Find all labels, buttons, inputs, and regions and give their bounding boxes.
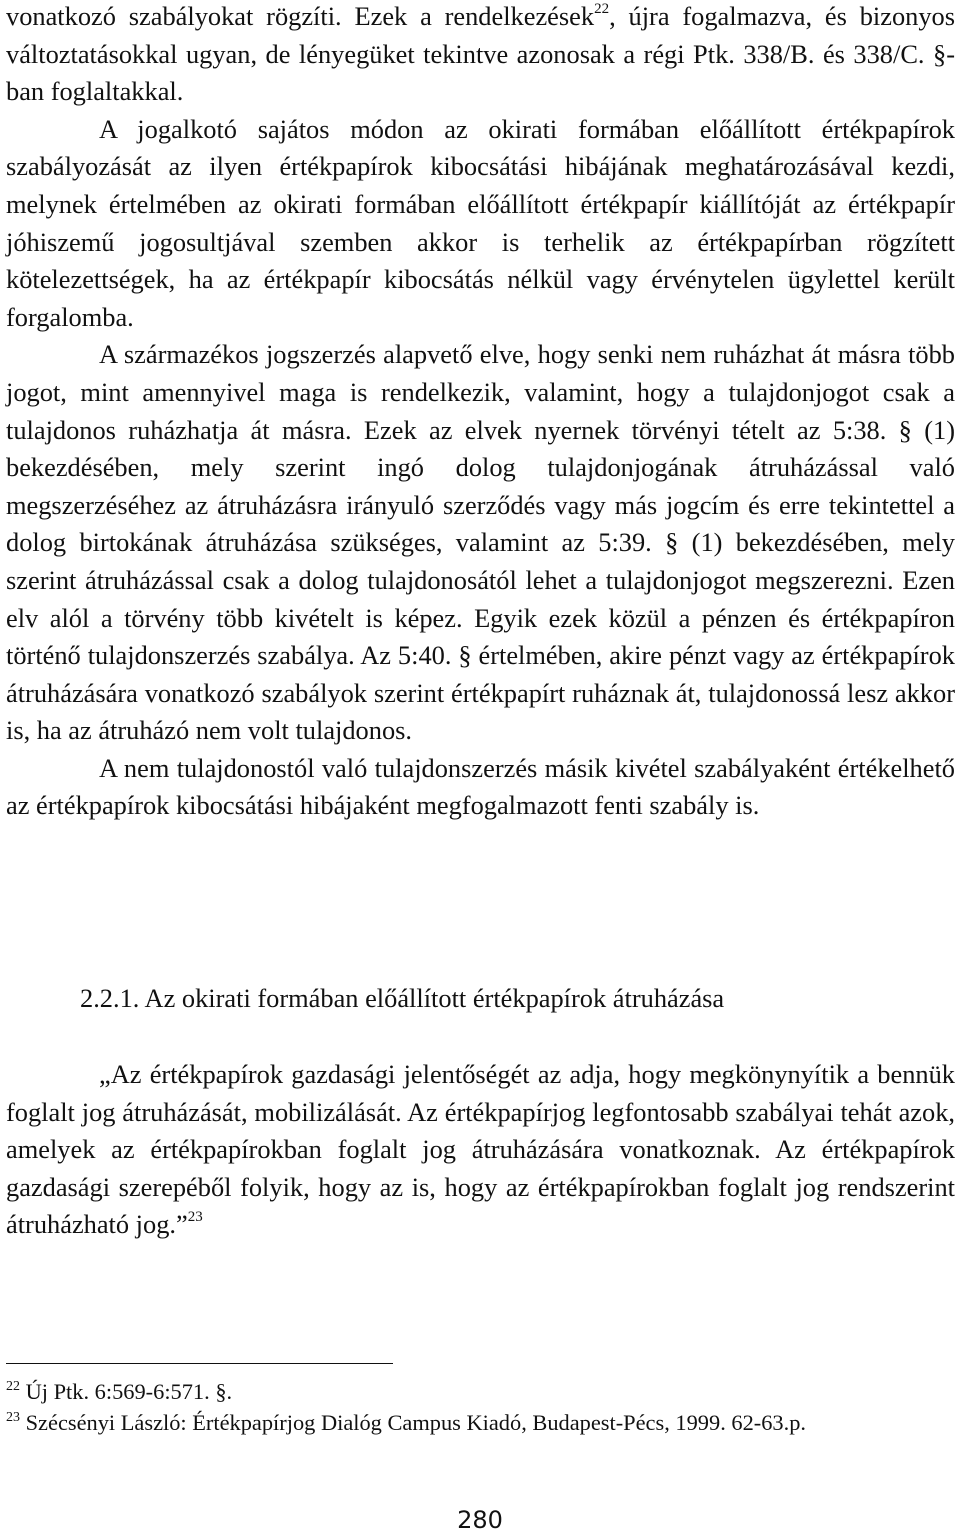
- footnote-ref-22: 22: [594, 1, 610, 17]
- paragraph-1-text-end: , újra fogalmazva, és bizonyos változtatásokkal ugyan, de lényegüket tekintve azonosak a régi Ptk. 338/B. és 338/C. §-ban foglaltakkal.: [6, 1, 956, 107]
- paragraph-derivative-acquisition: A származékos jogszerzés alapvető elve, hogy senki nem ruházhat át másra több jogot, mint amennyivel maga is rendelkezik, valamint, hogy a tulajdonjogot csak a tulajdonos ruházhatja át másra. Ezek az elvek nyernek törvényi tételt az 5:38. § (1) bekezdésében, mely szerint ingó dolog tulajdonjogának átruházással való megszerzéséhez az átruházásra irányuló szerződés vagy más jogcím és erre tekintettel a dolog birtokának átruházása szükséges, valamint az 5:39. § (1) bekezdésében, mely szerint átruházással csak a dolog tulajdonosától lehet a tulajdonjogot megszerezni. Ezen elv alól a törvény több kivételt is képez. Egyik ezek közül a pénzen és értékpapíron történő tulajdonszerzés szabálya. Az 5:40. § értelmében, akire pénzt vagy az értékpapírok átruházására vonatkozó szabályok szerint értékpapírt ruháznak át, tulajdonossá lesz akkor is, ha az átruházó nem volt tulajdonos.: [6, 339, 955, 746]
- footnote-number: 23: [6, 1409, 20, 1425]
- footnote-number: 22: [6, 1379, 20, 1394]
- footnote-22: [6, 1377, 955, 1408]
- quote-paragraph: [6, 1056, 955, 1244]
- section-heading: 2.2.1. Az okirati formában előállított értékpapírok átruházása: [80, 983, 725, 1013]
- footnote-23: [6, 1408, 955, 1439]
- footnote-ref-23: 23: [187, 1209, 203, 1226]
- quote-block: [6, 1056, 955, 1244]
- quote-text: „Az értékpapírok gazdasági jelentőségét az adja, hogy megkönynyítik a bennük foglalt jog átruházását, mobilizálását. Az értékpapírjog legfontosabb szabályai tehát azok, amelyek az értékpapírokban foglalt jog átruházására vonatkoznak. Az értékpapírok gazdasági szerepéből folyik, hogy az is, hogy az értékpapírokban foglalt jog rendszerint átruházható jog.”: [6, 1059, 955, 1240]
- paragraph-issuance-defect: A jogalkotó sajátos módon az okirati formában előállított értékpapírok szabályozását az ilyen értékpapírok kibocsátási hibájának meghatározásával kezdi, melynek értelmében az okirati formában előállított értékpapír kiállítóját az értékpapír jóhiszemű jogosultjával szemben akkor is terhelik az értékpapírban rögzített kötelezettségek, ha az értékpapír kibocsátás nélkül vagy érvénytelen ügylettel került forgalomba.: [6, 113, 955, 332]
- footnotes: [6, 1377, 955, 1438]
- main-text: [6, 0, 955, 825]
- footnote-text: Szécsényi László: Értékpapírjog Dialóg Campus Kiadó, Budapest-Pécs, 1999. 62-63.p.: [25, 1409, 807, 1435]
- paragraph-non-owner-acquisition: A nem tulajdonostól való tulajdonszerzés másik kivétel szabályaként értékelhető az értékpapírok kibocsátási hibájaként megfogalmazott fenti szabály is.: [6, 752, 955, 821]
- footnote-text: Új Ptk. 6:569-6:571. §.: [25, 1379, 233, 1404]
- paragraph-continuation: [6, 0, 955, 111]
- paragraph-1-text: vonatkozó szabályokat rögzíti. Ezek a rendelkezések: [6, 1, 595, 31]
- footnote-divider: [6, 1363, 393, 1364]
- page-number: 280: [457, 1506, 503, 1534]
